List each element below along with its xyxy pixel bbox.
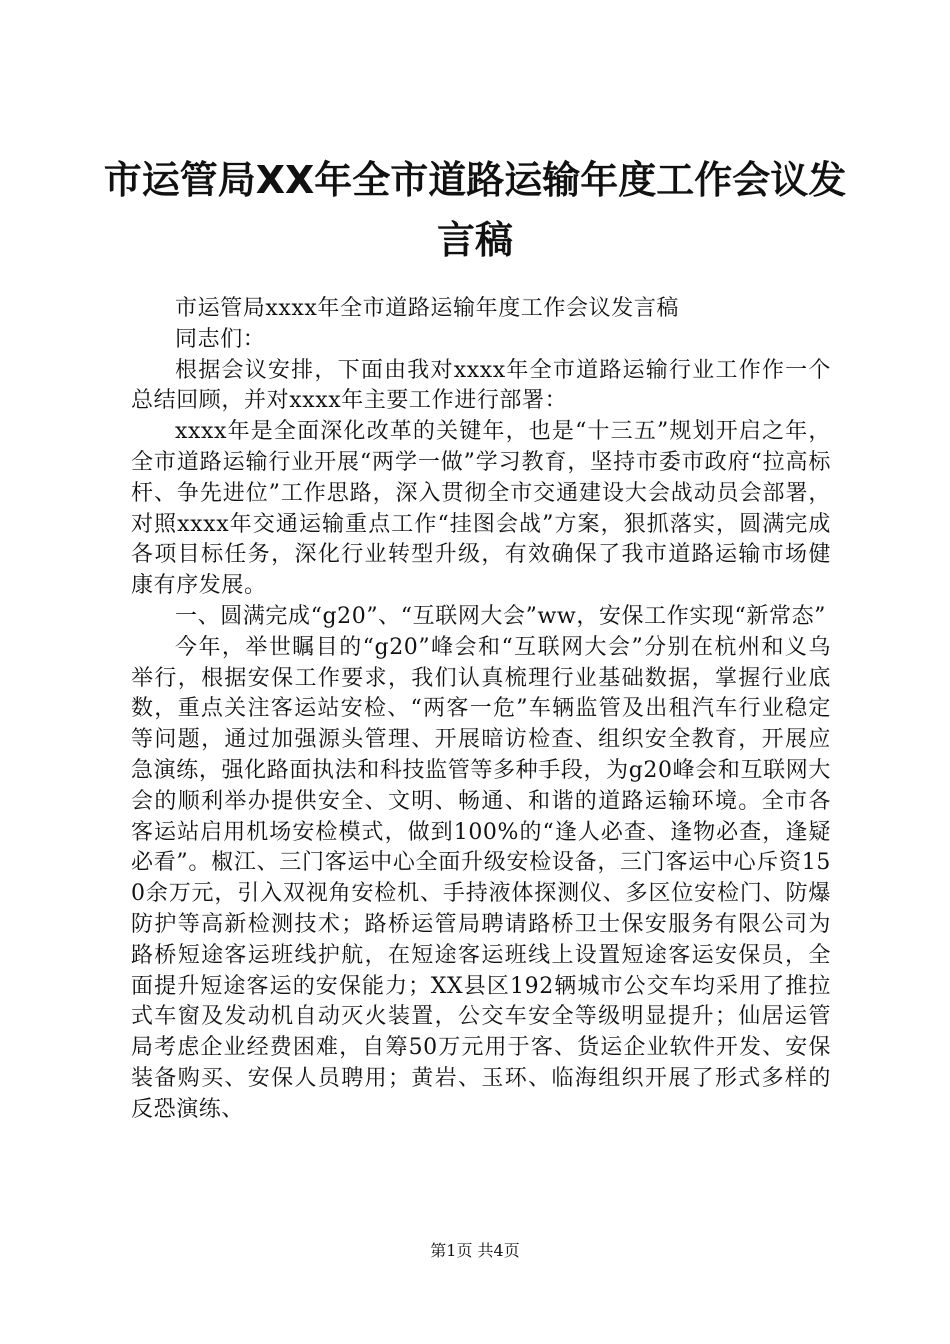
- document-title: 市运管局XX年全市道路运输年度工作会议发言稿: [103, 158, 847, 262]
- paragraph-subtitle: 市运管局xxxx年全市道路运输年度工作会议发言稿: [175, 296, 680, 321]
- paragraph-security: 今年，举世瞩目的“g20”峰会和“互联网大会”分别在杭州和义乌举行，根据安保工作要求，我们认真梳理行业基础数据，掌握行业底数，重点关注客运站安检、“两客一危”车辆监管及出租汽车行业稳定等问题，通过加强源头管理、开展暗访检查、组织安全教育，开展应急演练，强化路面执法和科技监管等多种手段，为g20峰会和互联网大会的顺利举办提供安全、文明、畅通、和谐的道路运输环境。全市各客运站启用机场安检模式，做到100%的“逢人必查、逢物必查，逢疑必看”。椒江、三门客运中心全面升级安检设备，三门客运中心斥资150余万元，引入双视角安检机、手持液体探测仪、多区位安检门、防爆防护等高新检测技术；路桥运管局聘请路桥卫士保安服务有限公司为路桥短途客运班线护航，在短途客运班线上设置短途客运安保员，全面提升短途客运的安保能力；XX县区192辆城市公交车均采用了推拉式车窗及发动机自动灭火装置，公交车安全等级明显提升；仙居运管局考虑企业经费困难，自筹50万元用于客、货运企业软件开发、安保装备购买、安保人员聘用；黄岩、玉环、临海组织开展了形式多样的反恐演练、: [131, 634, 831, 1122]
- page-number-footer: 第1页 共4页: [430, 1241, 520, 1260]
- paragraph-salutation: 同志们：: [175, 326, 266, 352]
- section-heading-1: 一、圆满完成“g20”、“互联网大会”ww，安保工作实现“新常态”: [175, 603, 827, 629]
- paragraph-overview: xxxx年是全面深化改革的关键年，也是“十三五”规划开启之年，全市道路运输行业开展“两学一做”学习教育，坚持市委市政府“拉高标杆、争先进位”工作思路，深入贯彻全市交通建设大会战动员会部署，对照xxxx年交通运输重点工作“挂图会战”方案，狠抓落实，圆满完成各项目标任务，深化行业转型升级，有效确保了我市道路运输市场健康有序发展。: [131, 419, 831, 599]
- paragraph-intro: 根据会议安排，下面由我对xxxx年全市道路运输行业工作作一个总结回顾，并对xxxx年主要工作进行部署：: [131, 357, 831, 414]
- document-body: [131, 294, 831, 1126]
